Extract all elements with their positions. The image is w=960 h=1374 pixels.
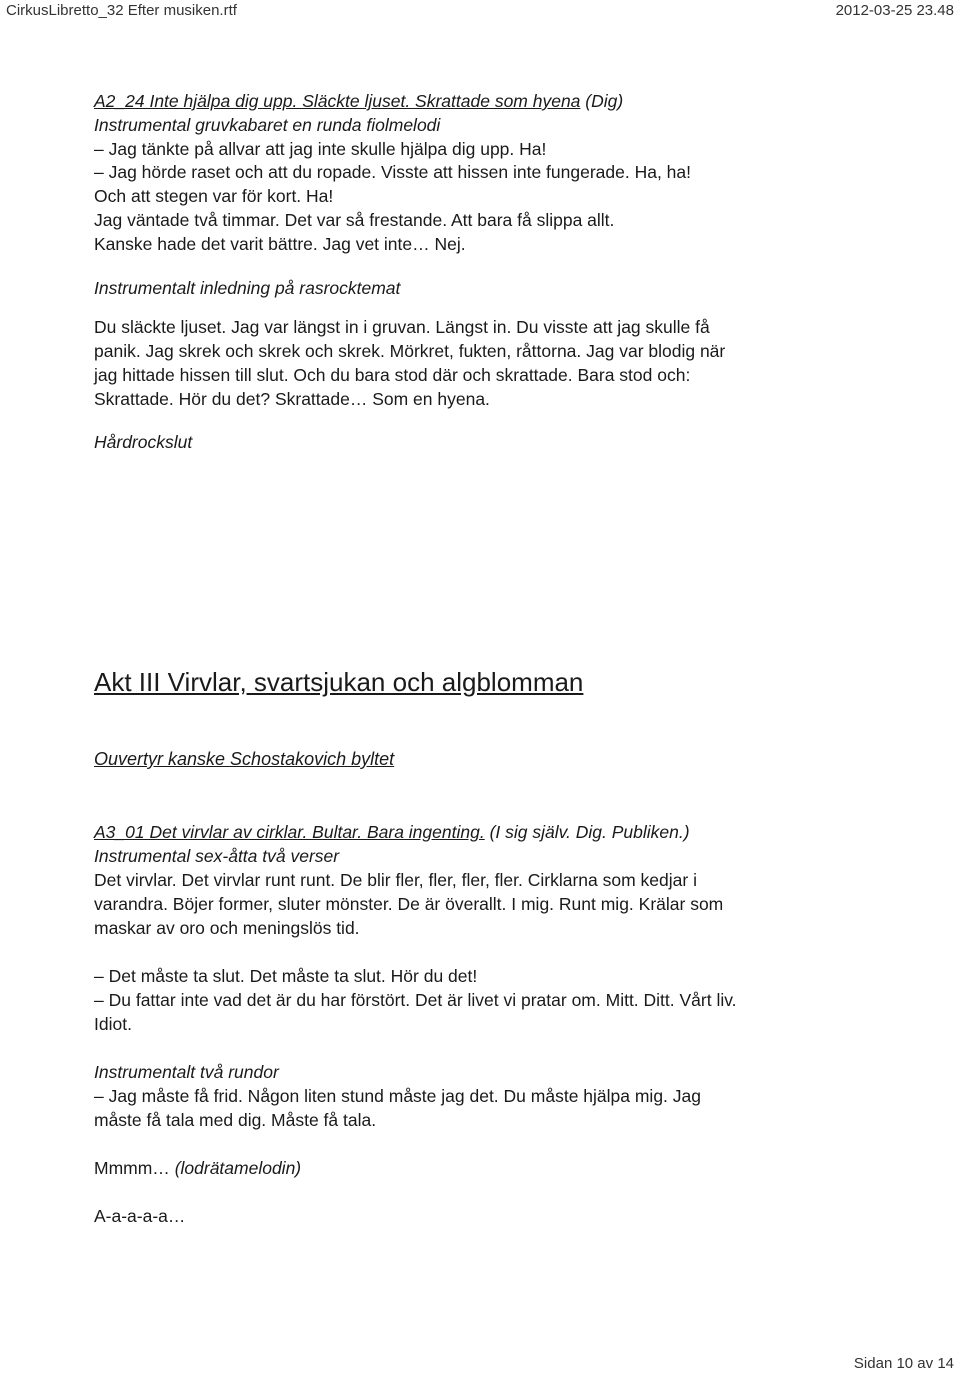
act-title: Akt III Virvlar, svartsjukan och algblomman <box>94 667 584 697</box>
instrumental-note: Instrumentalt inledning på rasrocktemat <box>94 277 401 298</box>
hum-line <box>94 1156 874 1180</box>
lyrics-line: Det virvlar. Det virvlar runt runt. De blir fler, fler, fler, fler. Cirklarna som kedjar i <box>94 870 697 890</box>
instrumental-note: Instrumental sex-åtta två verser <box>94 846 340 866</box>
dialog-line: – Det måste ta slut. Det måste ta slut. Hör du det! <box>94 966 478 986</box>
instrumental-note: Instrumentalt två rundor <box>94 1062 279 1082</box>
hum-note: (lodrätamelodin) <box>174 1158 302 1178</box>
lyrics-line: varandra. Böjer former, sluter mönster. De är överallt. I mig. Runt mig. Krälar som <box>94 894 724 914</box>
song-title-note: (Dig) <box>585 91 624 111</box>
dialog-line: Och att stegen var för kort. Ha! <box>94 186 334 207</box>
lyrics-line: maskar av oro och meningslös tid. <box>94 918 360 938</box>
print-datetime: 2012-03-25 23.48 <box>835 2 954 19</box>
ending-line: A-a-a-a-a… <box>94 1206 186 1226</box>
lyrics-line: panik. Jag skrek och skrek och skrek. Mörkret, fukten, råttorna. Jag var blodig när <box>94 341 726 362</box>
song-title <box>94 90 874 114</box>
song-title-main: A2_24 Inte hjälpa dig upp. Släckte ljuset. Skrattade som hyena <box>94 91 581 111</box>
page-number: Sidan 10 av 14 <box>853 1355 954 1372</box>
document-filename: CirkusLibretto_32 Efter musiken.rtf <box>6 2 237 19</box>
song-title-main: A3_01 Det virvlar av cirklar. Bultar. Bara ingenting. <box>94 822 485 842</box>
section-a2 <box>94 90 874 454</box>
lyrics-line: – Jag måste få frid. Någon liten stund måste jag det. Du måste hjälpa mig. Jag <box>94 1086 701 1106</box>
dialog-line: – Jag tänkte på allvar att jag inte skulle hjälpa dig upp. Ha! <box>94 138 547 159</box>
dialog-line: Kanske hade det varit bättre. Jag vet inte… Nej. <box>94 233 466 254</box>
ending-note: Hårdrockslut <box>94 431 193 452</box>
lyrics-line: Skrattade. Hör du det? Skrattade… Som en hyena. <box>94 388 490 409</box>
lyrics-line: måste få tala med dig. Måste få tala. <box>94 1110 377 1130</box>
lyrics-line: jag hittade hissen till slut. Och du bara stod där och skrattade. Bara stod och: <box>94 364 691 385</box>
section-a3-01 <box>94 820 874 1228</box>
lyrics-line: Du släckte ljuset. Jag var längst in i gruvan. Längst in. Du visste att jag skulle få <box>94 317 710 338</box>
instrumental-note: Instrumental gruvkabaret en runda fiolmelodi <box>94 114 441 135</box>
song-title <box>94 820 874 844</box>
dialog-line: – Jag hörde raset och att du ropade. Visste att hissen inte fungerade. Ha, ha! <box>94 162 692 183</box>
dialog-line: Idiot. <box>94 1014 132 1034</box>
song-title-note: (I sig själv. Dig. Publiken.) <box>489 822 690 842</box>
print-header <box>0 0 960 22</box>
lyrics-paragraph <box>94 316 874 411</box>
hum-text: Mmmm… <box>94 1158 170 1178</box>
dialog-line: Jag väntade två timmar. Det var så frestande. Att bara få slippa allt. <box>94 209 615 230</box>
dialog-block <box>94 964 874 1036</box>
dialog-line: – Du fattar inte vad det är du har förstört. Det är livet vi pratar om. Mitt. Ditt. Vårt liv. <box>94 990 737 1010</box>
overture-heading: Ouvertyr kanske Schostakovich byltet <box>94 749 395 769</box>
